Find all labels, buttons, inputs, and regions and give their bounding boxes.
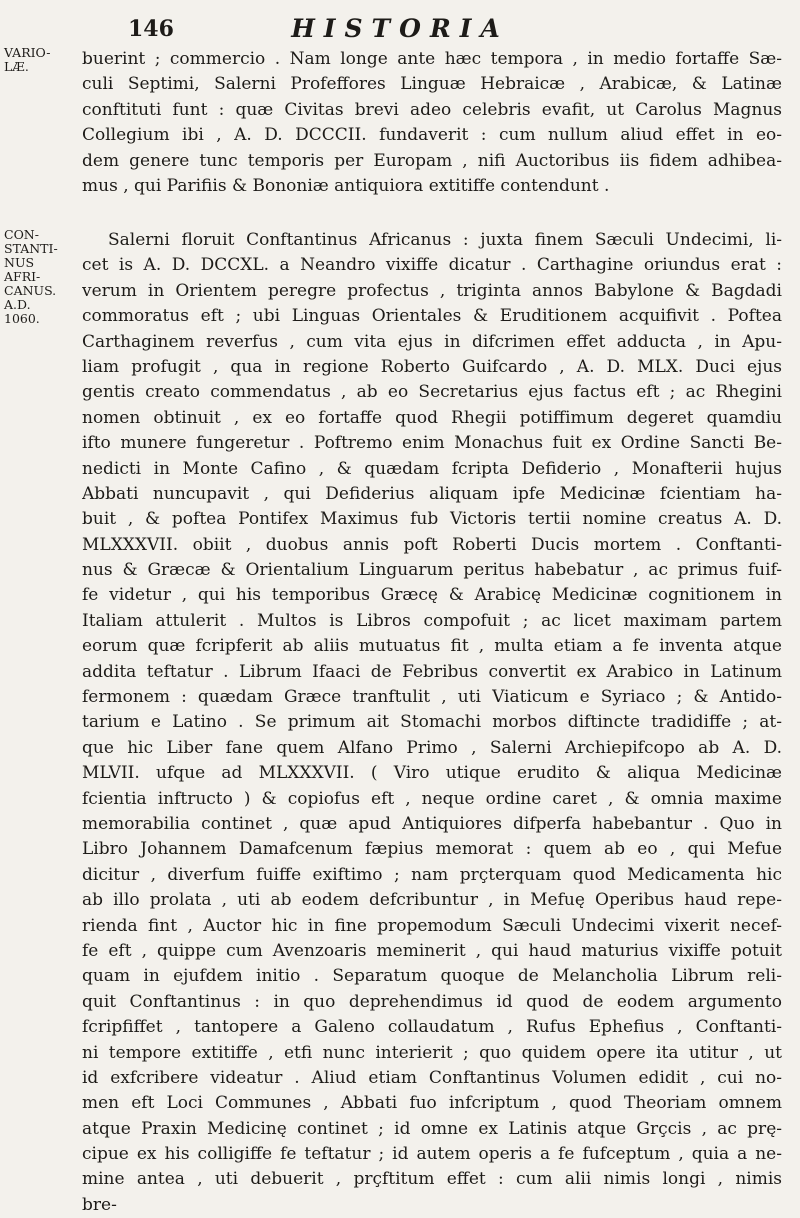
margin-note-line: CANUS. <box>4 283 57 298</box>
text-line: Abbati nuncupavit , qui Defiderius aliquam ipfe Medicinæ fcientiam ha- <box>82 483 782 504</box>
paragraph-1 <box>82 47 782 199</box>
margin-note-vario <box>4 46 74 74</box>
text-line: addita teftatur . Librum Ifaaci de Febribus convertit ex Arabico in Latinum <box>82 661 782 682</box>
text-line: cet is A. D. DCCXL. a Neandro vixiffe dicatur . Carthagine oriundus erat : <box>82 255 782 276</box>
text-line: tarium e Latino . Se primum ait Stomachi morbos diftincte tradidiffe ; at- <box>82 712 782 733</box>
text-line: culi Septimi, Salerni Profeffores Linguæ Hebraicæ , Arabicæ, & Latinæ <box>82 74 782 95</box>
text-line: gentis creato commendatus , ab eo Secretarius ejus factus eft ; ac Rhegini <box>82 382 782 403</box>
text-line: men eft Loci Communes , Abbati fuo infcriptum , quod Theoriam omnem <box>82 1093 782 1114</box>
text-line: MLXXXVII. obiit , duobus annis poft Roberti Ducis mortem . Conftanti- <box>82 534 782 555</box>
text-line: Carthaginem reverfus , cum vita ejus in difcrimen effet adducta , in Apu- <box>82 331 782 352</box>
page-header <box>0 10 800 46</box>
page-number: 146 <box>128 16 174 42</box>
margin-note-line: AFRI- <box>4 269 41 284</box>
text-line: ab illo prolata , uti ab eodem defcribuntur , in Mefuę Operibus haud repe- <box>82 890 782 911</box>
text-line: Collegium ibi , A. D. DCCCII. fundaverit : cum nullum aliud effet in eo- <box>82 125 782 146</box>
text-line: eorum quæ fcripferit ab aliis mutuatus fit , multa etiam a fe inventa atque <box>82 636 782 657</box>
text-line: Libro Johannem Damafcenum fæpius memorat : quem ab eo , qui Mefue <box>82 839 782 860</box>
text-line: Salerni floruit Conftantinus Africanus : juxta finem Sæculi Undecimi, li- <box>108 230 782 250</box>
text-line: fe videtur , qui his temporibus Græcę & Arabicę Medicinæ cognitionem in <box>82 585 782 606</box>
text-line: Italiam attulerit . Multos is Libros compofuit ; ac licet maximam partem <box>82 610 782 631</box>
margin-note-line: LÆ. <box>4 59 29 74</box>
margin-note-line: VARIO- <box>4 45 51 60</box>
running-title: HISTORIA <box>291 14 509 43</box>
text-line: verum in Orientem peregre profectus , triginta annos Babylone & Bagdadi <box>82 280 782 301</box>
text-line: quam in ejufdem initio . Separatum quoque de Melancholia Librum reli- <box>82 966 782 987</box>
text-line: fe eft , quippe cum Avenzoaris meminerit , qui haud maturius vixiffe potuit <box>82 940 782 961</box>
text-line: fermonem : quædam Græce tranftulit , uti Viaticum e Syriaco ; & Antido- <box>82 687 782 708</box>
text-line: bre- <box>82 1194 117 1215</box>
text-line: MLVII. ufque ad MLXXXVII. ( Viro utique erudito & aliqua Medicinæ <box>82 763 782 784</box>
text-line: ifto munere fungeretur . Poftremo enim Monachus fuit ex Ordine Sancti Be- <box>82 433 782 454</box>
margin-note-line: 1060. <box>4 311 40 326</box>
text-line: mine antea , uti debuerit , prçftitum effet : cum alii nimis longi , nimis <box>82 1169 782 1190</box>
text-line: nus & Græcæ & Orientalium Linguarum peritus habebatur , ac primus fuif- <box>82 560 782 581</box>
text-line: liam profugit , qua in regione Roberto Guifcardo , A. D. MLX. Duci ejus <box>82 356 782 377</box>
text-line: conftituti funt : quæ Civitas brevi adeo celebris evafit, ut Carolus Magnus <box>82 99 782 120</box>
text-line: quit Conftantinus : in quo deprehendimus id quod de eodem argumento <box>82 991 782 1012</box>
text-line: memorabilia continet , quæ apud Antiquiores difperfa habebantur . Quo in <box>82 813 782 834</box>
margin-note-constantinus <box>4 228 74 326</box>
text-line: atque Praxin Medicinę continet ; id omne ex Latinis atque Grçcis , ac prę- <box>82 1118 782 1139</box>
text-line: buit , & poftea Pontifex Maximus fub Victoris tertii nomine creatus A. D. <box>82 509 782 530</box>
text-line: dicitur , diverfum fuiffe exiftimo ; nam prçterquam quod Medicamenta hic <box>82 864 782 885</box>
text-line: nedicti in Monte Cafino , & quædam fcripta Defiderio , Monafterii hujus <box>82 458 782 479</box>
text-line: commoratus eft ; ubi Linguas Orientales & Eruditionem acquifivit . Poftea <box>82 306 782 327</box>
text-line: que hic Liber fane quem Alfano Primo , Salerni Archiepifcopo ab A. D. <box>82 737 782 758</box>
margin-note-line: STANTI- <box>4 241 58 256</box>
text-line: id exfcribere videatur . Aliud etiam Conftantinus Volumen edidit , cui no- <box>82 1067 782 1088</box>
text-line: buerint ; commercio . Nam longe ante hæc tempora , in medio fortaffe Sæ- <box>82 49 782 69</box>
text-line: nomen obtinuit , ex eo fortaffe quod Rhegii potiffimum degeret quamdiu <box>82 407 782 428</box>
margin-note-line: A.D. <box>4 297 31 312</box>
text-line: mus , qui Parifiis & Bononiæ antiquiora extitiffe contendunt . <box>82 175 610 196</box>
text-line: fcientia inftructo ) & copiofus eft , neque ordine caret , & omnia maxime <box>82 788 782 809</box>
text-line: ni tempore extitiffe , etfi nunc interierit ; quo quidem opere ita utitur , ut <box>82 1042 782 1063</box>
text-line: rienda fint , Auctor hic in fine propemodum Sæculi Undecimi vixerit necef- <box>82 915 782 936</box>
margin-note-line: NUS <box>4 255 35 270</box>
margin-note-line: CON- <box>4 227 39 242</box>
text-line: fcripfiffet , tantopere a Galeno collaudatum , Rufus Ephefius , Conftanti- <box>82 1017 782 1038</box>
text-line: dem genere tunc temporis per Europam , nifi Auctoribus iis fidem adhibea- <box>82 150 782 171</box>
paragraph-2 <box>82 228 782 1218</box>
text-line: cipue ex his colligiffe fe teftatur ; id autem operis a fe fufceptum , quia a ne- <box>82 1144 782 1165</box>
